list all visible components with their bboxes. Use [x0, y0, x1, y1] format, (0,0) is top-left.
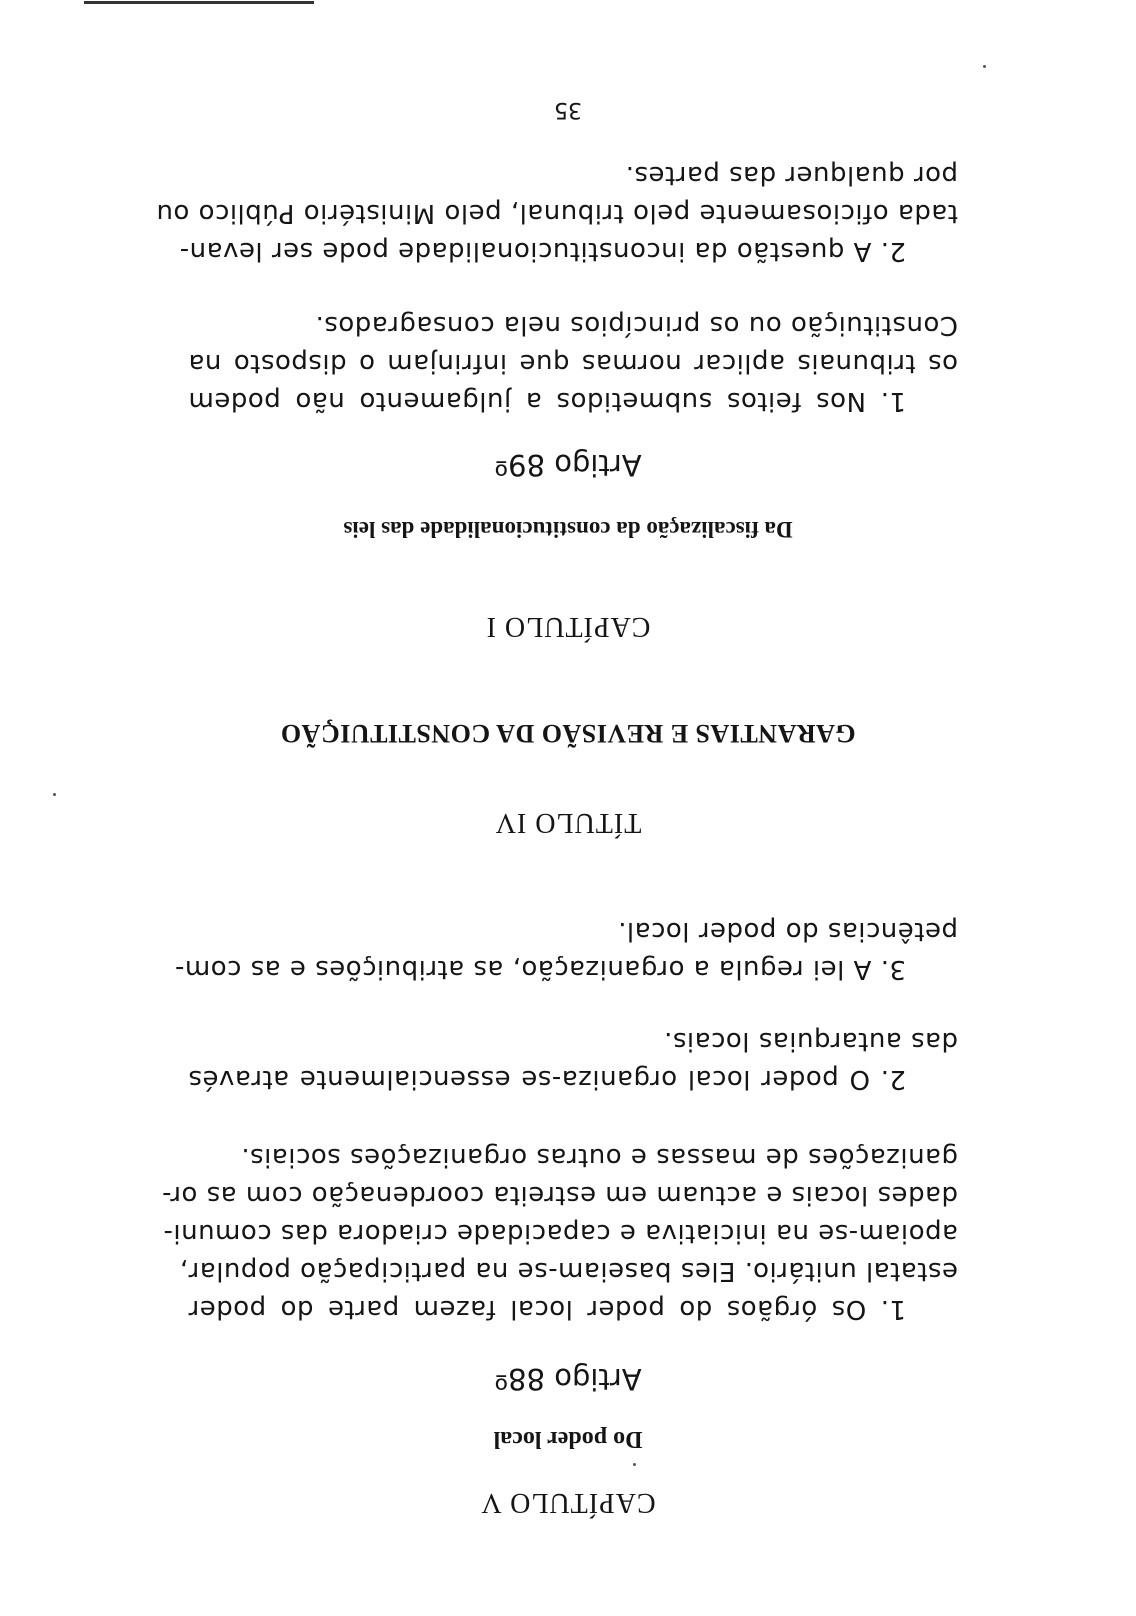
article-88-item-1	[161, 1138, 958, 1328]
article-88-item-1-line: estatal unitário. Eles baseiam-se na participação popular,	[179, 1256, 958, 1286]
article-88-item-2-line: 2. O poder local organiza-se essencialmente através	[188, 1064, 906, 1094]
article-88-item-1-line: ganizações de massas e outras organizações sociais.	[240, 1142, 958, 1172]
page-number: 35	[554, 97, 582, 122]
article-89-item-1-line: os tribunais aplicar normas que infrinjam o disposto na	[188, 348, 958, 378]
title-iv-label: TÍTULO IV	[494, 807, 642, 838]
article-89-item-2-line: 2. A questão da inconstitucionalidade pode ser levan-	[179, 236, 906, 266]
article-88-item-3	[174, 912, 958, 988]
article-88-item-1-line: 1. Os órgãos do poder local fazem parte do poder	[188, 1294, 906, 1324]
title-iv-heading: GARANTIAS E REVISÃO DA CONSTITUIÇÃO	[280, 719, 856, 748]
article-88-item-3-line: 3. A lei regula a organização, as atribuições e as com-	[174, 954, 906, 984]
scan-edge-rule	[84, 1, 314, 4]
article-88-item-2	[188, 1022, 958, 1098]
article-89-item-1	[188, 306, 958, 420]
scan-speck	[53, 793, 56, 796]
chapter-i-subtitle: Da fiscalização da constitucionalidade das leis	[343, 517, 793, 542]
article-88-item-2-line: das autarquias locais.	[663, 1026, 958, 1056]
article-89-item-2-line: tada oficiosamente pelo tribunal, pelo Ministério Público ou	[155, 198, 958, 228]
article-89-item-1-line: Constituição ou os princípios nela consagrados.	[315, 310, 958, 340]
chapter-i-label: CAPÍTULO I	[485, 611, 651, 642]
article-88-title: Artigo 88º	[494, 1362, 642, 1396]
article-89-title: Artigo 89º	[494, 448, 642, 482]
chapter-v-subtitle: Do poder local	[493, 1426, 643, 1452]
chapter-v-label: CAPÍTULO V	[480, 1487, 656, 1518]
article-89-item-1-line: 1. Nos feitos submetidos a julgamento não podem	[188, 386, 906, 416]
scan-speck	[633, 1463, 636, 1466]
article-89-item-2-line: por qualquer das partes.	[625, 160, 958, 190]
article-88-item-3-line: petências do poder local.	[617, 916, 958, 946]
article-88-item-1-line: dades locais e actuam em estreita coordenação com as or-	[161, 1180, 958, 1210]
article-89-item-2	[155, 156, 958, 270]
article-88-item-1-line: apoiam-se na iniciativa e capacidade criadora das comuni-	[163, 1218, 958, 1248]
scan-speck	[983, 65, 986, 68]
